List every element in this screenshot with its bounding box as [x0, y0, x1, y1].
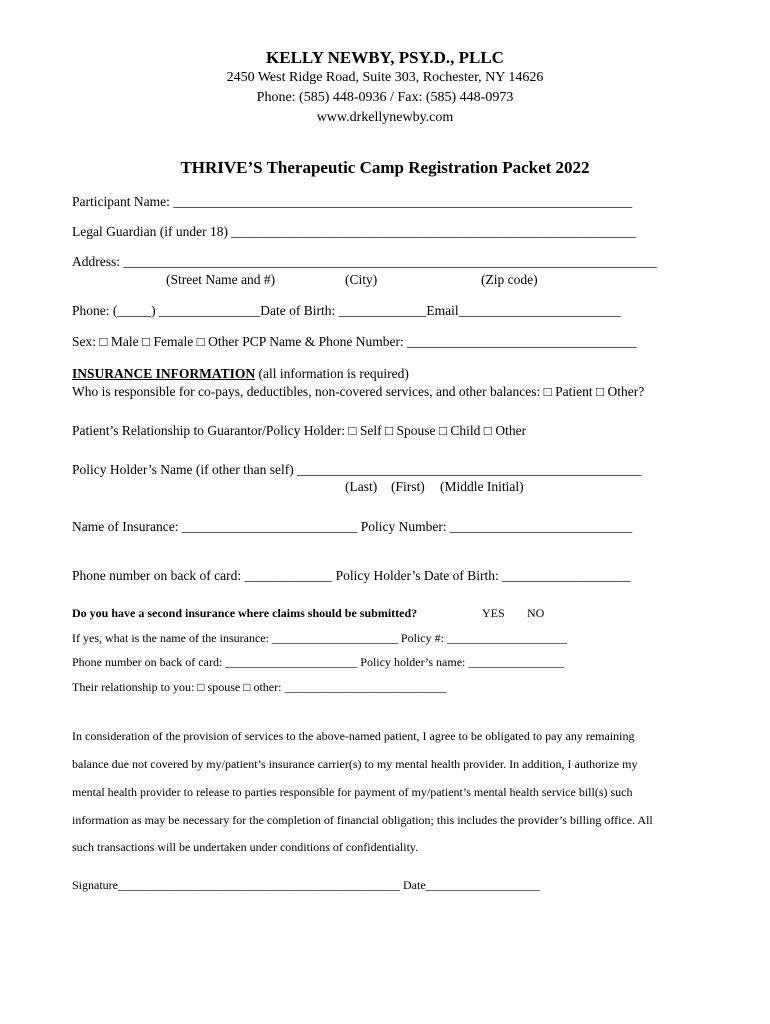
policy-holder-name-field[interactable]: Policy Holder’s Name (if other than self) ___________________________________________________	[72, 462, 642, 477]
second-insurance-name-field[interactable]: If yes, what is the name of the insurance: _____________________ Policy #: ____________________	[72, 631, 567, 645]
practice-address: 2450 West Ridge Road, Suite 303, Rochester, NY 14626	[226, 70, 544, 85]
second-insurance-phone-field[interactable]: Phone number on back of card: ______________________ Policy holder’s name: ________________	[72, 655, 565, 669]
legal-guardian-field[interactable]: Legal Guardian (if under 18) ____________________________________________________________	[72, 224, 637, 239]
agreement-line: balance due not covered by my/patient’s insurance carrier(s) to my mental health provider. In addition, I authorize my	[72, 757, 638, 771]
insurance-heading-note: (all information is required)	[255, 366, 409, 381]
address-zip-hint: (Zip code)	[481, 272, 538, 287]
insurance-heading-line	[72, 366, 409, 382]
second-insurance-question: Do you have a second insurance where claims should be submitted?	[72, 606, 418, 620]
agreement-line: information as may be necessary for the completion of financial obligation; this includes the provider’s billing office. All	[72, 813, 653, 827]
address-field[interactable]: Address: _______________________________________________________________________________	[72, 254, 657, 269]
practice-website: www.drkellynewby.com	[316, 110, 454, 125]
second-insurance-relationship-field[interactable]: Their relationship to you: □ spouse □ other: ___________________________	[72, 680, 447, 694]
agreement-line: mental health provider to release to parties responsible for payment of my/patient’s mental health service bill(s) such	[72, 785, 633, 799]
address-street-hint: (Street Name and #)	[166, 272, 276, 287]
name-middle-hint: (Middle Initial)	[440, 479, 524, 494]
second-insurance-yes[interactable]: YES	[482, 606, 505, 620]
responsible-party-field[interactable]: Who is responsible for co-pays, deductibles, non-covered services, and other balances: □ Patient □ Other?	[72, 384, 645, 399]
signature-date-field[interactable]: Signature_______________________________________________ Date___________________	[72, 878, 540, 892]
agreement-line: such transactions will be undertaken under conditions of confidentiality.	[72, 840, 419, 854]
insurance-heading: INSURANCE INFORMATION	[72, 366, 256, 381]
address-city-hint: (City)	[345, 272, 378, 287]
name-first-hint: (First)	[391, 479, 425, 494]
insurance-name-policy-field[interactable]: Name of Insurance: __________________________ Policy Number: ___________________________	[72, 519, 633, 534]
form-title: THRIVE’S Therapeutic Camp Registration Packet 2022	[180, 158, 590, 177]
name-last-hint: (Last)	[345, 479, 378, 494]
practice-name: KELLY NEWBY, PSY.D., PLLC	[266, 48, 504, 67]
sex-pcp-field[interactable]: Sex: □ Male □ Female □ Other PCP Name & Phone Number: __________________________________	[72, 334, 637, 349]
guarantor-relationship-field[interactable]: Patient’s Relationship to Guarantor/Policy Holder: □ Self □ Spouse □ Child □ Other	[72, 423, 527, 438]
second-insurance-no[interactable]: NO	[527, 606, 545, 620]
card-phone-holder-dob-field[interactable]: Phone number on back of card: _____________ Policy Holder’s Date of Birth: ___________________	[72, 568, 631, 583]
practice-phone-fax: Phone: (585) 448-0936 / Fax: (585) 448-0973	[256, 90, 514, 105]
participant-name-field[interactable]: Participant Name: ____________________________________________________________________	[72, 194, 633, 209]
phone-dob-email-field[interactable]: Phone: (_____) _______________Date of Birth: _____________Email________________________	[72, 303, 621, 318]
agreement-line: In consideration of the provision of services to the above-named patient, I agree to be obligated to pay any remaining	[72, 729, 635, 743]
